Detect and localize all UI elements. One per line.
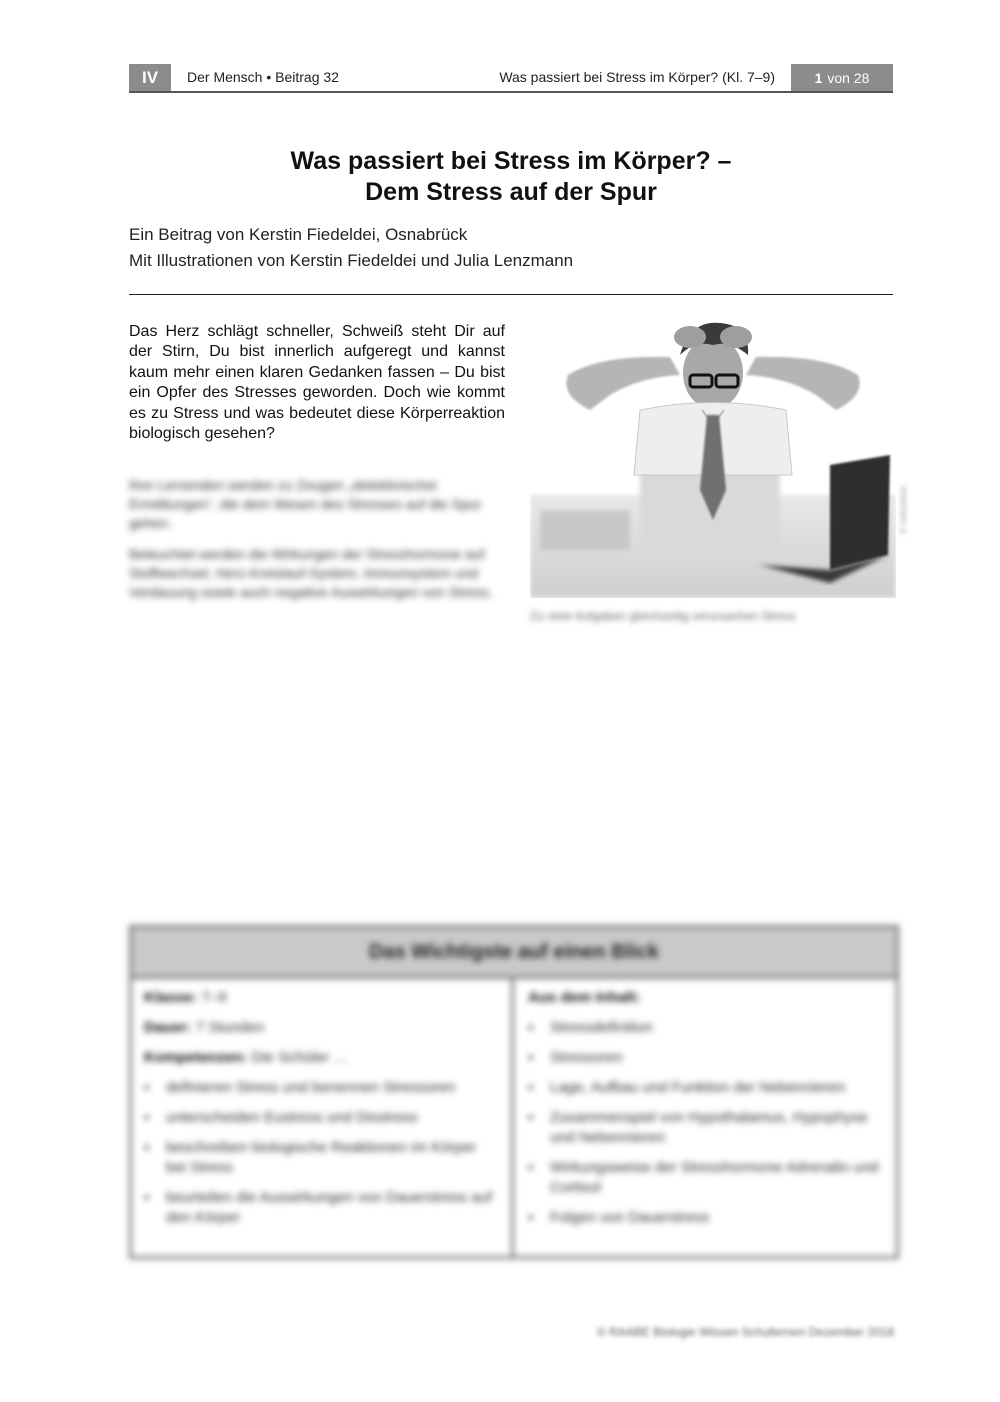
footer-copyright: © RAABE Biologie Wissen Schullernen Dezember 2018	[597, 1325, 894, 1339]
photo-caption: Zu viele Aufgaben gleichzeitig verursachen Stress	[530, 609, 796, 623]
title-line-2: Dem Stress auf der Spur	[365, 178, 657, 206]
intro-paragraph: Das Herz schlägt schneller, Schweiß steht Dir auf der Stirn, Du bist innerlich aufgeregt und kannst kaum mehr einen klaren Gedanken fassen – Du bist ein Opfer des Stresses geworden. Doch wie kommt es zu Stress und was bedeutet diese Körperreaktion biologisch gesehen?	[129, 323, 505, 443]
page-counter	[791, 64, 893, 91]
section-badge: IV	[129, 64, 171, 91]
summary-box	[129, 925, 899, 1259]
dauer-row: Dauer: 7 Stunden	[144, 1019, 265, 1036]
header-series: Der Mensch • Beitrag 32	[187, 69, 339, 85]
author-line: Ein Beitrag von Kerstin Fiedeldei, Osnabrück	[129, 225, 468, 244]
list-item: ▪ Zusammenspiel von Hypothalamus, Hypophyse und Nebennieren	[528, 1109, 868, 1146]
summary-left-column	[144, 988, 496, 1238]
list-item: ▪ Lage, Aufbau und Funktion der Nebennieren	[528, 1079, 846, 1096]
page-number: 1	[814, 69, 823, 86]
list-item: ▪ definieren Stress und benennen Stressoren	[144, 1079, 456, 1096]
list-item: ▪ beurteilen die Auswirkungen von Dauerstress auf den Körper	[144, 1189, 493, 1226]
list-item: ▪ Stressoren	[528, 1049, 623, 1066]
page-header	[129, 64, 893, 93]
list-item: ▪ unterscheiden Eustress und Disstress	[144, 1109, 418, 1126]
summary-right-column	[528, 988, 880, 1238]
header-topic: Was passiert bei Stress im Körper? (Kl. 7–9)	[499, 69, 775, 85]
klasse-row: Klasse: 7–9	[144, 989, 227, 1006]
stressed-student-photo	[530, 315, 896, 598]
list-item: ▪ Stressdefinition	[528, 1019, 653, 1036]
kompetenzen-row: Kompetenzen: Die Schüler …	[144, 1049, 349, 1066]
content-heading: Aus dem Inhalt:	[528, 989, 641, 1006]
page-total: von 28	[827, 69, 870, 86]
list-item: ▪ beschreiben biologische Reaktionen im Körper bei Stress	[144, 1139, 477, 1176]
title-line-1: Was passiert bei Stress im Körper? –	[290, 147, 732, 175]
list-item: ▪ Folgen von Dauerstress	[528, 1209, 710, 1226]
blurred-paragraph-2: Beleuchtet werden die Wirkungen der Stresshormone auf Stoffwechsel, Herz-Kreislauf-System, Immunsystem und Verdauung sowie auch negative Auswirkungen von Stress.	[129, 546, 493, 600]
summary-box-title: Das Wichtigste auf einen Blick	[132, 928, 896, 979]
list-item: ▪ Wirkungsweise der Stresshormone Adrenalin und Cortisol	[528, 1159, 879, 1196]
divider	[129, 294, 893, 295]
document-title	[129, 146, 893, 208]
photo-credit: © colourbox	[898, 485, 908, 534]
column-divider	[511, 979, 514, 1256]
blurred-paragraph-1: Ihre Lernenden werden zu Zeugen „detektivischer Ermittlungen“, die dem Wesen des Stresses auf die Spur gehen.	[129, 477, 482, 531]
illustrations-line: Mit Illustrationen von Kerstin Fiedeldei und Julia Lenzmann	[129, 251, 574, 270]
